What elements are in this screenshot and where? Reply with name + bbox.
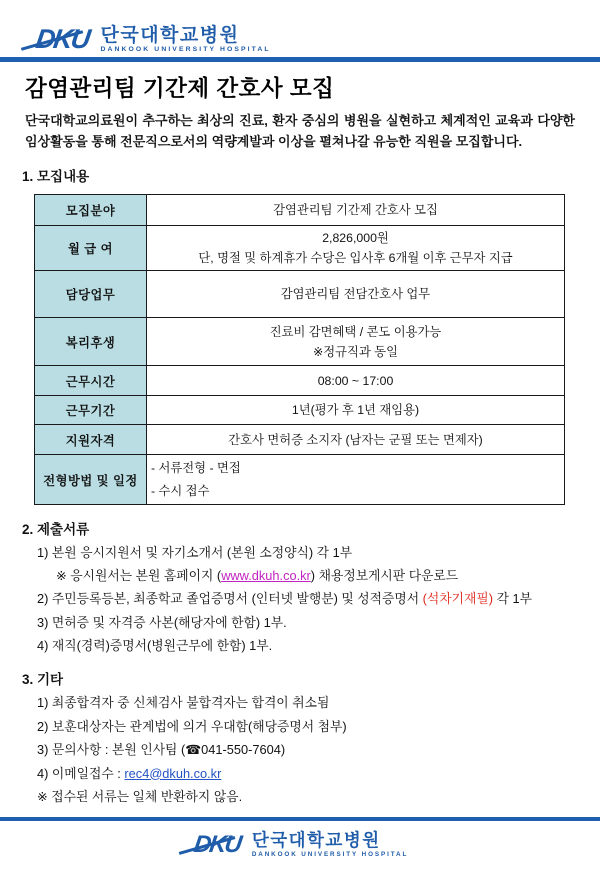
row-value bbox=[147, 366, 565, 396]
dku-logo-icon bbox=[191, 830, 246, 858]
footer-logo bbox=[0, 832, 600, 858]
table-row bbox=[35, 318, 565, 366]
list-item-note bbox=[56, 566, 575, 585]
row-value-line: 1년(평가 후 1년 재임용) bbox=[291, 403, 420, 418]
hospital-name-ko: 단국대학교병원 bbox=[251, 830, 381, 850]
list-item: 4) 재직(경력)증명서(병원근무에 한함) 1부. bbox=[37, 638, 273, 654]
section-heading-recruit: 1. 모집내용 bbox=[22, 168, 90, 184]
hospital-name-en: DANKOOK UNIVERSITY HOSPITAL bbox=[251, 850, 409, 858]
row-label: 복리후생 bbox=[35, 318, 147, 366]
etc-list bbox=[37, 693, 575, 806]
table-row bbox=[35, 396, 565, 425]
row-label: 담당업무 bbox=[35, 271, 147, 318]
list-item-note: ※ 접수된 서류는 일체 반환하지 않음. bbox=[37, 788, 243, 804]
table-row bbox=[35, 271, 565, 318]
row-label: 월 급 여 bbox=[35, 225, 147, 271]
documents-list bbox=[37, 543, 575, 656]
row-value bbox=[147, 271, 565, 318]
row-value-line: - 수시 접수 bbox=[151, 483, 210, 498]
table-row bbox=[35, 425, 565, 455]
footer-divider bbox=[0, 817, 600, 821]
note-text: ) 채용정보게시판 다운로드 bbox=[310, 568, 459, 584]
row-value-line: 감염관리팀 기간제 간호사 모집 bbox=[273, 202, 438, 217]
homepage-link[interactable]: www.dkuh.co.kr bbox=[221, 568, 311, 584]
table-row bbox=[35, 455, 565, 504]
page-title: 감염관리팀 기간제 간호사 모집 bbox=[25, 75, 335, 101]
list-item: 3) 면허증 및 자격증 사본(해당자에 한함) 1부. bbox=[37, 614, 287, 630]
email-link[interactable]: rec4@dkuh.co.kr bbox=[124, 765, 222, 781]
logo-abbr: DKU bbox=[191, 830, 242, 858]
brand-text bbox=[101, 26, 271, 54]
row-value bbox=[147, 396, 565, 425]
section-heading-documents: 2. 제출서류 bbox=[22, 521, 90, 537]
row-value bbox=[147, 318, 565, 366]
header-divider bbox=[0, 57, 600, 62]
row-value-line: ※정규직과 동일 bbox=[313, 344, 398, 359]
row-value-line: 단, 명절 및 하계휴가 수당은 입사후 6개월 이후 근무자 지급 bbox=[198, 251, 513, 266]
hospital-name-ko: 단국대학교병원 bbox=[100, 25, 240, 46]
intro-paragraph: 단국대학교의료원이 추구하는 최상의 진료, 환자 중심의 병원을 실현하고 체계적인 교육과 다양한 임상활동을 통해 전문직으로서의 역량계발과 이상을 펼쳐나갈 유능한 직원을 모집합니다. bbox=[25, 112, 575, 149]
dku-logo-icon bbox=[34, 26, 95, 53]
row-value bbox=[147, 455, 565, 504]
list-item: 1) 최종합격자 중 신체검사 불합격자는 합격이 취소됨 bbox=[37, 695, 330, 711]
row-value bbox=[147, 194, 565, 225]
row-label: 지원자격 bbox=[35, 425, 147, 455]
row-label: 모집분야 bbox=[35, 194, 147, 225]
row-value-line: 간호사 면허증 소지자 (남자는 군필 또는 면제자) bbox=[228, 432, 483, 447]
row-value-line: - 서류전형 - 면접 bbox=[151, 461, 241, 476]
header bbox=[0, 26, 600, 54]
item-text: 4) 이메일접수 : bbox=[37, 765, 125, 781]
item-text: 2) 주민등록등본, 최종학교 졸업증명서 (인터넷 발행분) 및 성적증명서 bbox=[37, 591, 423, 607]
recruit-table bbox=[34, 194, 565, 505]
table-row bbox=[35, 225, 565, 271]
main-content bbox=[22, 71, 575, 806]
hospital-name-en: DANKOOK UNIVERSITY HOSPITAL bbox=[100, 46, 271, 53]
row-label: 근무시간 bbox=[35, 366, 147, 396]
row-label: 근무기간 bbox=[35, 396, 147, 425]
row-value-line: 감염관리팀 전담간호사 업무 bbox=[280, 287, 431, 302]
table-row bbox=[35, 194, 565, 225]
header-logo bbox=[34, 26, 600, 54]
list-item bbox=[37, 589, 575, 608]
row-value-line: 진료비 감면혜택 / 콘도 이용가능 bbox=[269, 324, 442, 339]
brand-text bbox=[252, 832, 408, 858]
section-heading-etc: 3. 기타 bbox=[22, 672, 64, 688]
logo-abbr: DKU bbox=[33, 24, 91, 55]
note-text: ※ 응시원서는 본원 홈페이지 ( bbox=[56, 568, 222, 584]
table-row bbox=[35, 366, 565, 396]
row-value-line: 2,826,000원 bbox=[322, 230, 389, 245]
list-item bbox=[37, 764, 575, 783]
row-value-line: 08:00 ~ 17:00 bbox=[317, 373, 394, 388]
row-value bbox=[147, 225, 565, 271]
row-value bbox=[147, 425, 565, 455]
item-text: 각 1부 bbox=[493, 591, 532, 607]
footer bbox=[0, 817, 600, 858]
rank-required-text: (석차기재필) bbox=[422, 591, 494, 607]
row-label: 전형방법 및 일정 bbox=[35, 455, 147, 504]
list-item: 2) 보훈대상자는 관계법에 의거 우대함(해당증명서 첨부) bbox=[37, 718, 347, 734]
list-item: 1) 본원 응시지원서 및 자기소개서 (본원 소정양식) 각 1부 bbox=[37, 544, 353, 560]
list-item: 3) 문의사항 : 본원 인사팀 (☎041-550-7604) bbox=[37, 742, 286, 758]
document-page bbox=[0, 26, 600, 875]
